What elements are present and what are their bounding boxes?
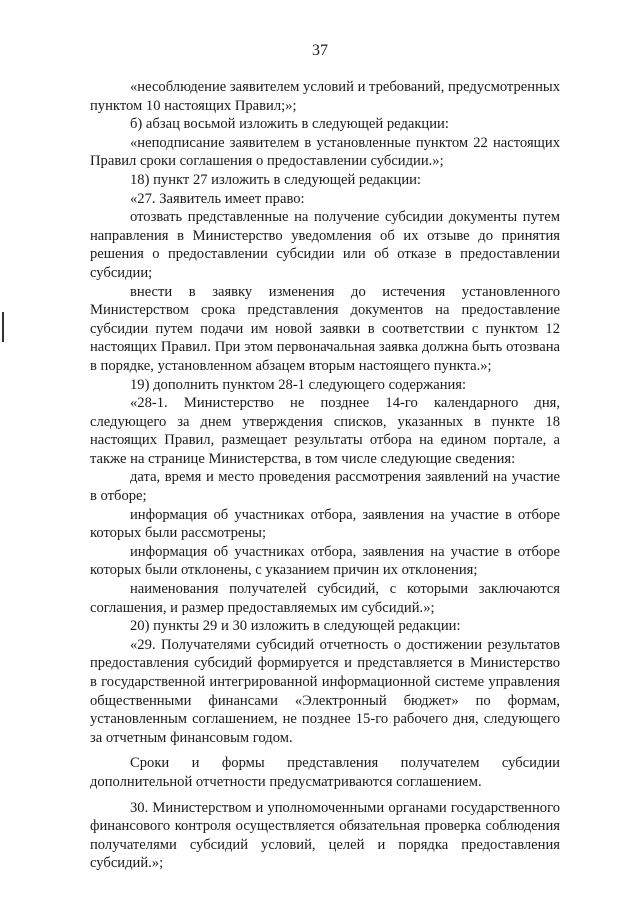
page-number: 37: [312, 42, 328, 59]
paragraph: «28-1. Министерство не позднее 14-го календарного дня, следующего за днем утверждения списков, указанных в пункте 18 настоящих Правил, размещает результаты отбора на едином портале, а также на странице Министерства, в том числе следующие сведения:: [90, 395, 560, 467]
paragraph: «неподписание заявителем в установленные пунктом 22 настоящих Правил сроки соглашения о предоставлении субсидии.»;: [90, 134, 560, 170]
paragraph: отозвать представленные на получение субсидии документы путем направления в Министерство уведомления об их отзыве до принятия решения о предоставлении субсидии или об отказе в предоставлении субсидии;: [90, 209, 560, 281]
paragraph: наименования получателей субсидий, с которыми заключаются соглашения, и размер предоставляемых им субсидий.»;: [90, 581, 560, 616]
paragraph: информация об участниках отбора, заявления на участие в отборе которых были отклонены, с указанием причин их отклонения;: [90, 543, 560, 579]
paragraph: внести в заявку изменения до истечения установленного Министерством срока представления документов на предоставление субсидии путем подачи им новой заявки в соответствии с пунктом 12 настоящих Правил. При этом первоначальная заявка должна быть отозвана в порядке, установленном абзацем вторым настоящего пункта.»;: [90, 283, 560, 374]
paragraph: 18) пункт 27 изложить в следующей редакции:: [130, 171, 421, 188]
paragraph: 30. Министерством и уполномоченными органами государственного финансового контроля осуществляется обязательная проверка соблюдения получателями субсидий условий, целей и порядка предоставления субсидий.»;: [90, 799, 560, 872]
paragraph: б) абзац восьмой изложить в следующей редакции:: [130, 116, 449, 133]
paragraph: Сроки и формы представления получателем субсидии дополнительной отчетности предусматриваются соглашением.: [90, 755, 560, 790]
paragraph: «несоблюдение заявителем условий и требований, предусмотренных пунктом 10 настоящих Правил;»;: [90, 79, 560, 114]
paragraph: «27. Заявитель имеет право:: [130, 190, 305, 207]
document-body: [90, 78, 560, 873]
paragraph: «29. Получателями субсидий отчетность о достижении результатов предоставления субсидий формируется и представляется в Министерство в государственной интегрированной информационной системе управления общественными финансами «Электронный бюджет» по формам, установленным соглашением, не позднее 15-го рабочего дня, следующего за отчетным финансовым годом.: [90, 636, 560, 746]
scan-edge-mark: [2, 312, 4, 342]
paragraph: информация об участниках отбора, заявления на участие в отборе которых были рассмотрены;: [90, 506, 560, 542]
paragraph: 20) пункты 29 и 30 изложить в следующей редакции:: [130, 618, 461, 635]
paragraph: дата, время и место проведения рассмотрения заявлений на участие в отборе;: [90, 469, 560, 505]
paragraph: 19) дополнить пунктом 28-1 следующего содержания:: [130, 376, 467, 393]
